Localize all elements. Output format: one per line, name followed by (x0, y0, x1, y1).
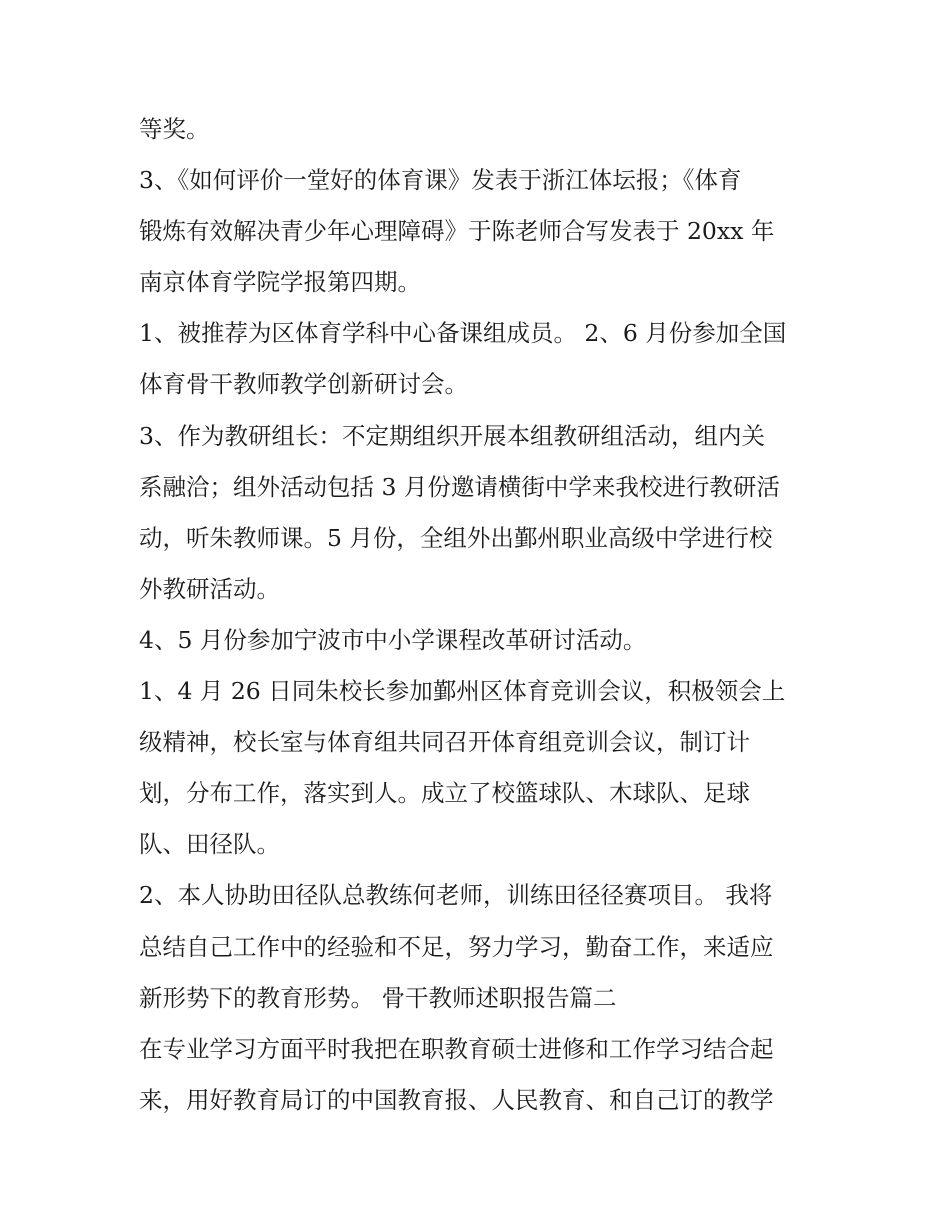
text-line: 划，分布工作，落实到人。成立了校篮球队、木球队、足球 (139, 779, 750, 808)
text-line: 3、《如何评价一堂好的体育课》发表于浙江体坛报；《体育 (139, 166, 742, 195)
text-line: 4、5 月份参加宁波市中小学课程改革研讨活动。 (139, 625, 647, 654)
text-line: 南京体育学院学报第四期。 (139, 268, 421, 297)
text-line: 在专业学习方面平时我把在职教育硕士进修和工作学习结合起 (139, 1034, 774, 1063)
text-line: 新形势下的教育形势。 骨干教师述职报告篇二 (139, 983, 617, 1012)
document-body (139, 104, 829, 1126)
text-line: 级精神，校长室与体育组共同召开体育组竞训会议，制订计 (139, 728, 750, 757)
text-line: 锻炼有效解决青少年心理障碍》于陈老师合写发表于 20xx 年 (139, 217, 775, 246)
text-line: 2、本人协助田径队总教练何老师，训练田径径赛项目。 我将 (139, 881, 773, 910)
text-line: 总结自己工作中的经验和不足，努力学习，勤奋工作，来适应 (139, 932, 774, 961)
text-line: 动，听朱教师课。5 月份，全组外出鄞州职业高级中学进行校 (139, 523, 773, 552)
text-line: 系融洽；组外活动包括 3 月份邀请横街中学来我校进行教研活 (139, 472, 780, 501)
text-line: 3、作为教研组长：不定期组织开展本组教研组活动，组内关 (139, 421, 765, 450)
text-line: 体育骨干教师教学创新研讨会。 (139, 370, 468, 399)
text-line: 外教研活动。 (139, 574, 280, 603)
text-line: 1、4 月 26 日同朱校长参加鄞州区体育竞训会议，积极领会上 (139, 677, 786, 706)
text-line: 1、被推荐为区体育学科中心备课组成员。 2、6 月份参加全国 (139, 319, 787, 348)
text-line: 等奖。 (139, 115, 210, 143)
text-line: 队、田径队。 (139, 830, 280, 859)
text-line: 来，用好教育局订的中国教育报、人民教育、和自己订的教学 (139, 1085, 774, 1114)
